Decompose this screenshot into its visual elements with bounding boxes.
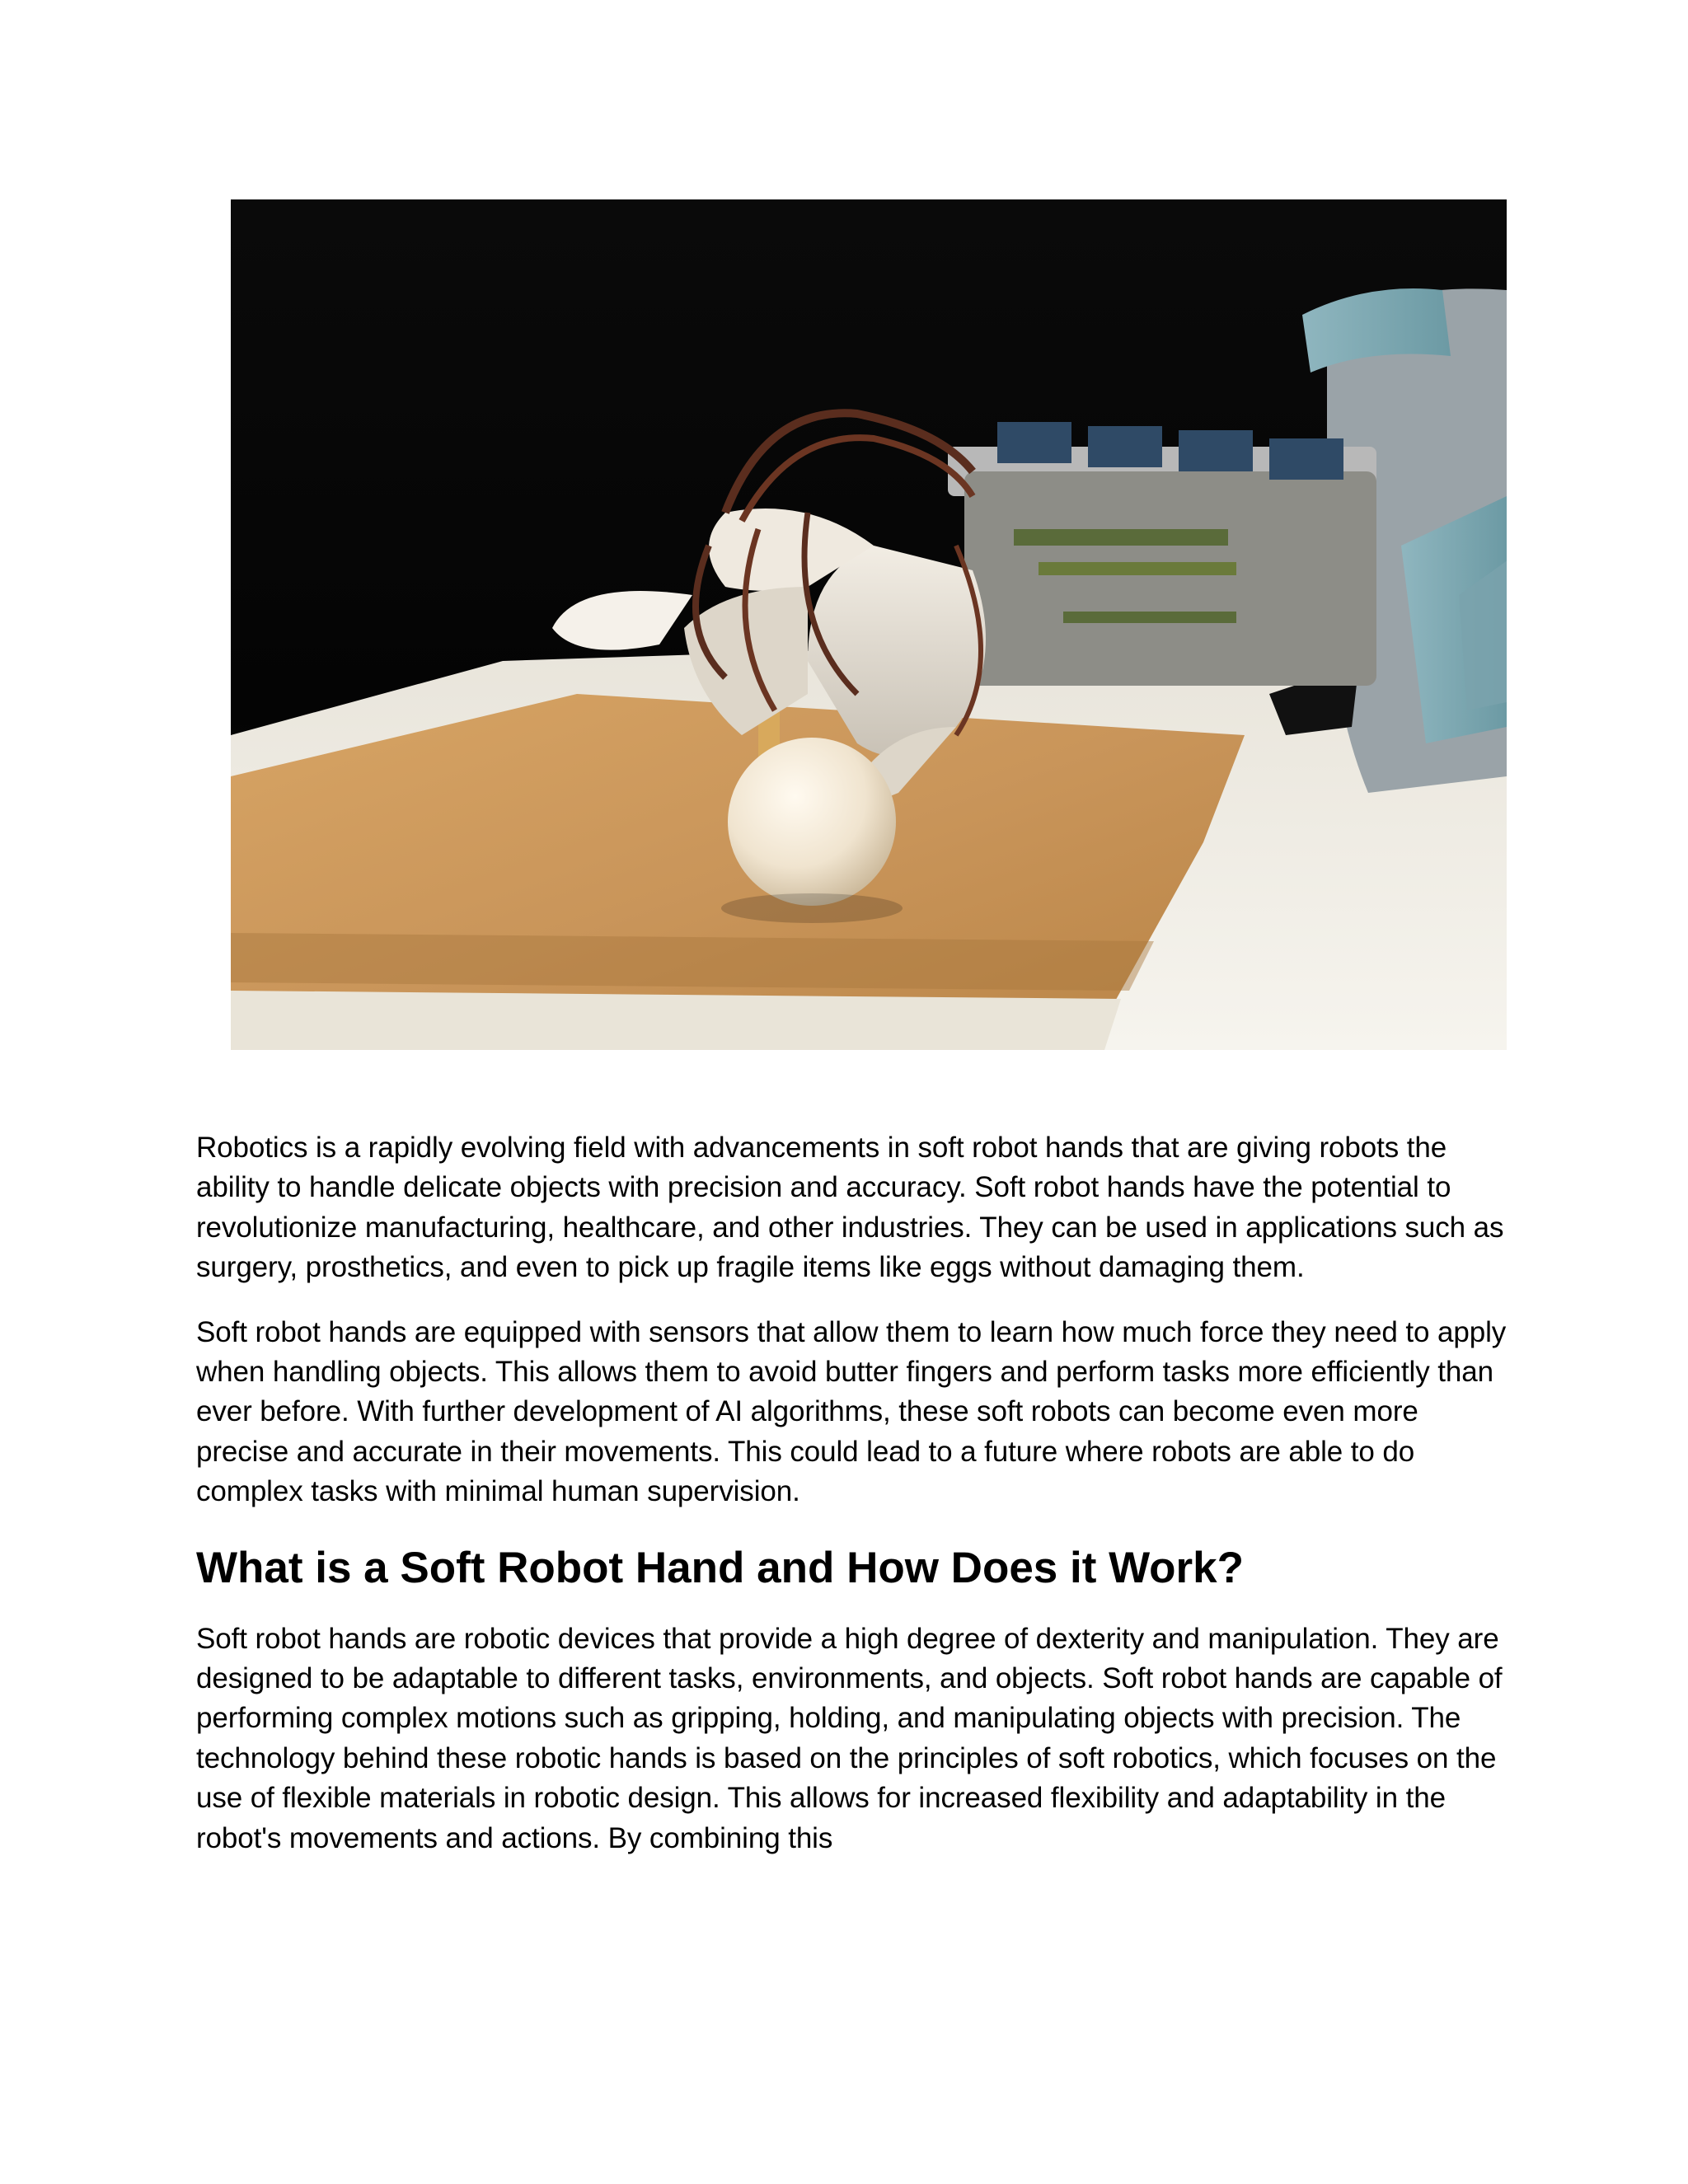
intro-paragraph-1: Robotics is a rapidly evolving field with advancements in soft robot hands that are giving robots the ability to handle delicate objects with precision and accuracy. Soft robot hands have the potential to revolutionize manufacturing, healthcare, and other industries. They can be used in applications such as surgery, prosthetics, and even to pick up fragile items like eggs without damaging them.: [196, 1132, 1504, 1284]
section-paragraph: Soft robot hands are robotic devices that provide a high degree of dexterity and manipulation. They are designed to be adaptable to different tasks, environments, and objects. Soft robot hands are capable of performing complex motions such as gripping, holding, and manipulating objects with precision. The technology behind these robotic hands is based on the principles of soft robotics, which focuses on the use of flexible materials in robotic design. This allows for increased flexibility and adaptability in the robot's movements and actions. By combining this: [196, 1622, 1503, 1854]
intro-paragraph-2: Soft robot hands are equipped with sensors that allow them to learn how much force they need to apply when handling objects. This allows them to avoid butter fingers and perform tasks more efficiently than ever before. With further development of AI algorithms, these soft robots can become even more precise and accurate in their movements. This could lead to a future where robots are able to do complex tasks with minimal human supervision.: [196, 1315, 1507, 1508]
robot-hand-illustration: [231, 199, 1507, 1050]
article-body: [196, 1128, 1515, 1883]
article-photo-soft-robot-hand: [231, 199, 1507, 1050]
section-heading: What is a Soft Robot Hand and How Does it Work?: [196, 1543, 1245, 1592]
